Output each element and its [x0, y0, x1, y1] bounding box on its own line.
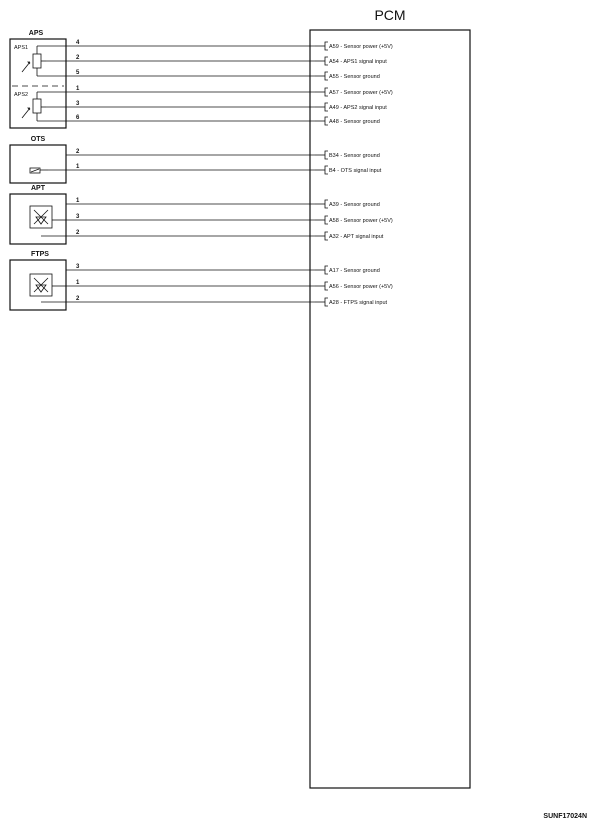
connector-bracket: [325, 42, 328, 50]
aps2-label: APS2: [14, 92, 29, 98]
connector-bracket: [325, 266, 328, 274]
pcm-terminal-label: A54 - APS1 signal input: [329, 59, 387, 65]
connector-bracket: [325, 216, 328, 224]
pcm-box: [310, 30, 470, 788]
connector-bracket: [325, 166, 328, 174]
pcm-terminal-label: A57 - Sensor power (+5V): [329, 90, 393, 96]
apt-title: APT: [31, 185, 45, 192]
aps-box: [10, 39, 66, 128]
ftps-pressure-sensor-icon: [30, 274, 52, 296]
pin-number: 6: [76, 115, 80, 121]
connector-bracket: [325, 72, 328, 80]
pin-number: 2: [76, 149, 80, 155]
pcm-terminal-label: A32 - APT signal input: [329, 234, 384, 240]
connector-bracket: [325, 282, 328, 290]
connector-bracket: [325, 298, 328, 306]
connector-bracket: [325, 232, 328, 240]
diagram-code: SUNF17024N: [543, 813, 587, 820]
ftps-title: FTPS: [31, 251, 49, 258]
pin-number: 1: [76, 86, 80, 92]
pcm-terminal-label: B34 - Sensor ground: [329, 153, 380, 159]
pcm-title: PCM: [374, 7, 406, 23]
pcm-terminal-label: A59 - Sensor power (+5V): [329, 44, 393, 50]
pin-number: 2: [76, 296, 80, 302]
pin-number: 1: [76, 198, 80, 204]
connector-bracket: [325, 88, 328, 96]
ots-box: [10, 145, 66, 183]
apt-pressure-sensor-icon: [30, 206, 52, 228]
ots-sensor: [10, 136, 66, 183]
pcm-terminal-label: A17 - Sensor ground: [329, 268, 380, 274]
aps-sensor: [10, 30, 66, 128]
pin-number: 2: [76, 230, 80, 236]
pin-number: 3: [76, 214, 80, 220]
pin-number: 2: [76, 55, 80, 61]
pcm-terminal-label: A48 - Sensor ground: [329, 119, 380, 125]
pcm-terminal-label: B4 - OTS signal input: [329, 168, 382, 174]
pcm-terminal-label: A39 - Sensor ground: [329, 202, 380, 208]
wires: [37, 40, 393, 306]
pin-number: 5: [76, 70, 80, 76]
connector-bracket: [325, 103, 328, 111]
pcm-terminal-label: A49 - APS2 signal input: [329, 105, 387, 111]
pcm-terminal-label: A58 - Sensor power (+5V): [329, 218, 393, 224]
pin-number: 3: [76, 264, 80, 270]
apt-box: [10, 194, 66, 244]
connector-bracket: [325, 57, 328, 65]
ots-thermistor-icon: [30, 168, 48, 173]
aps-title: APS: [28, 30, 44, 37]
pin-number: 3: [76, 101, 80, 107]
pin-number: 1: [76, 164, 80, 170]
pin-number: 1: [76, 280, 80, 286]
connector-bracket: [325, 151, 328, 159]
pcm-terminal-label: A56 - Sensor power (+5V): [329, 284, 393, 290]
aps1-label: APS1: [14, 45, 29, 51]
connector-bracket: [325, 117, 328, 125]
ots-title: OTS: [30, 136, 46, 143]
pcm-terminal-label: A28 - FTPS signal input: [329, 300, 388, 306]
apt-sensor: [10, 185, 66, 244]
pcm-terminal-label: A55 - Sensor ground: [329, 74, 380, 80]
connector-bracket: [325, 200, 328, 208]
ftps-sensor: [10, 251, 66, 310]
pin-number: 4: [76, 40, 80, 46]
